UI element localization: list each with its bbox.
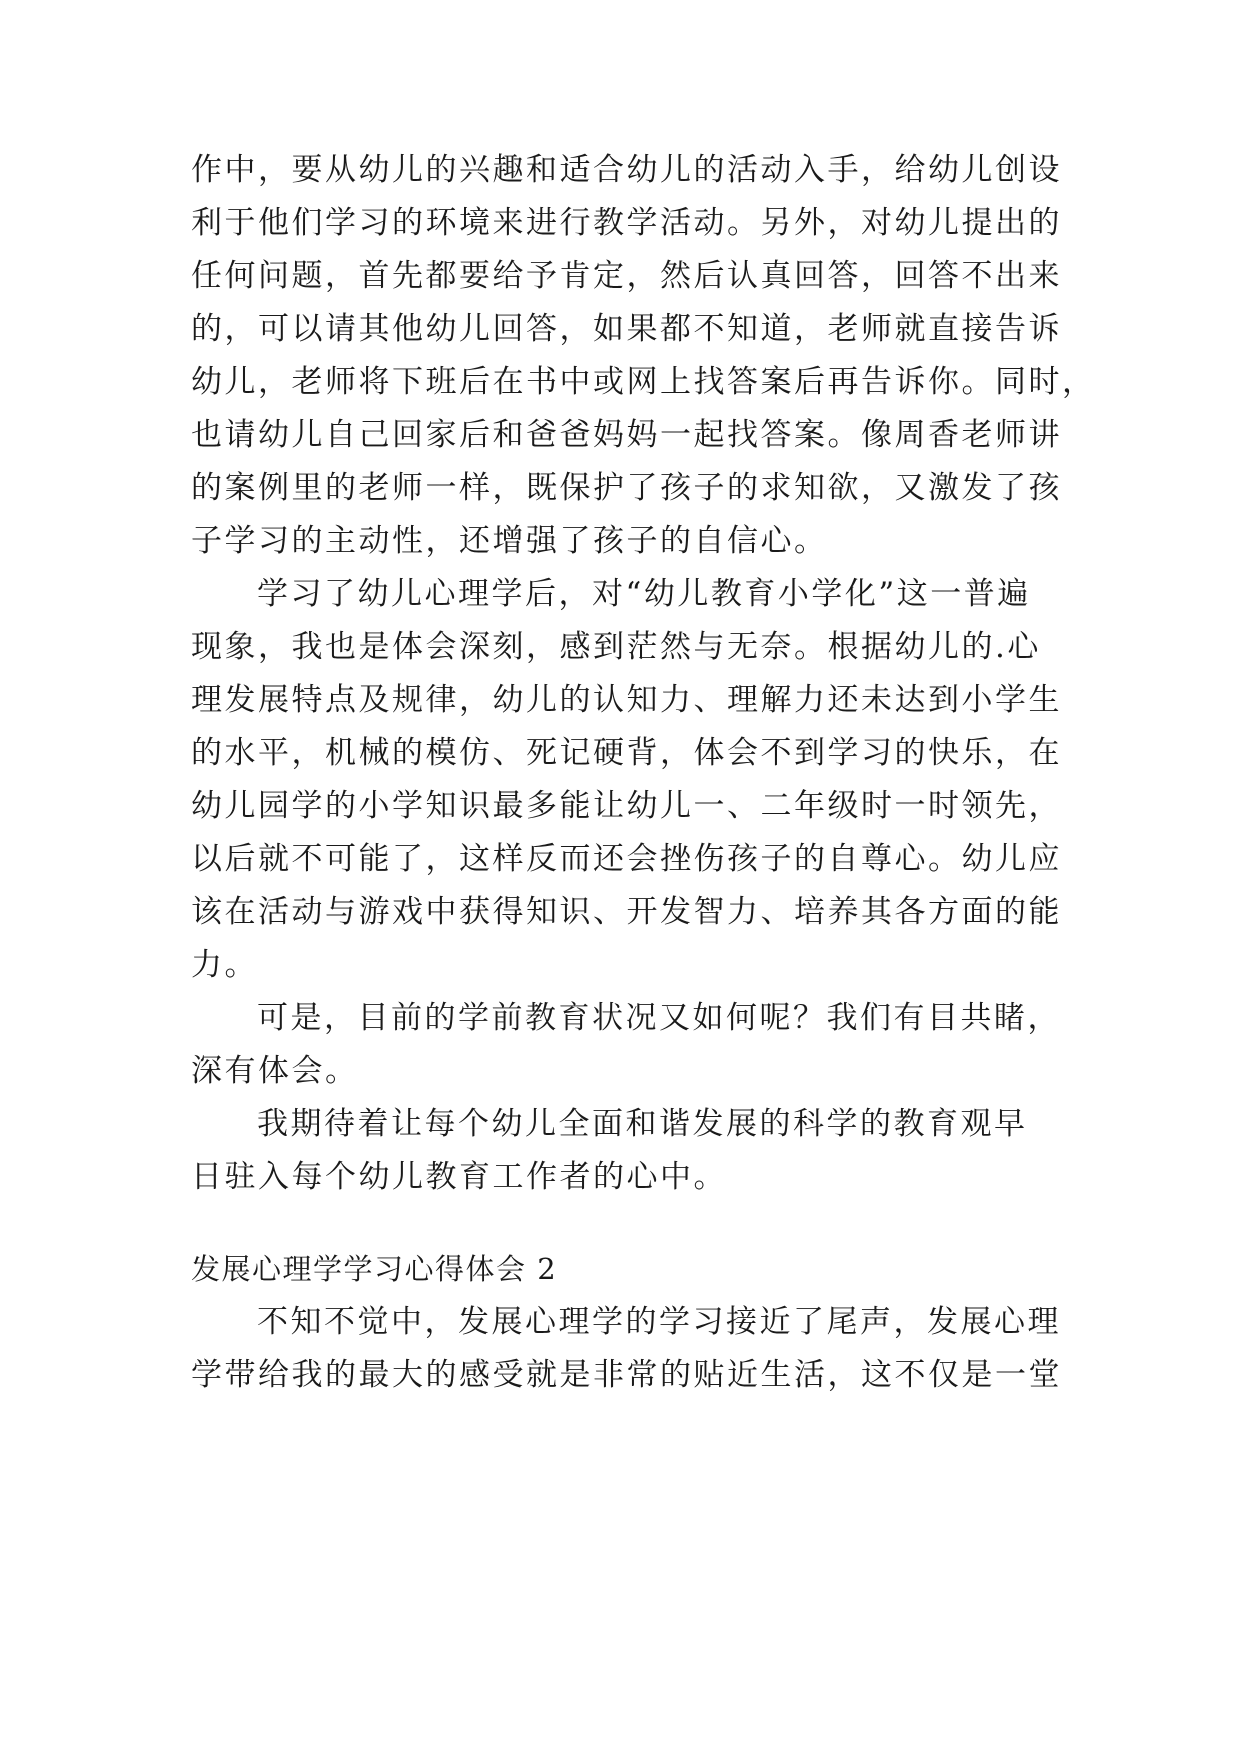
text-line: 子学习的主动性，还增强了孩子的自信心。 xyxy=(191,523,828,559)
text-line: 理发展特点及规律，幼儿的认知力、理解力还未达到小学生 xyxy=(191,682,1062,718)
text-line: 以后就不可能了，这样反而还会挫伤孩子的自尊心。幼儿应 xyxy=(191,841,1062,877)
text-line: 幼儿园学的小学知识最多能让幼儿一、二年级时一时领先， xyxy=(191,788,1062,824)
section-heading: 发展心理学学习心得体会 2 xyxy=(191,1252,558,1286)
text-line: 利于他们学习的环境来进行教学活动。另外，对幼儿提出的 xyxy=(191,205,1062,241)
text-line: 学带给我的最大的感受就是非常的贴近生活，这不仅是一堂 xyxy=(191,1357,1062,1393)
text-line: 也请幼儿自己回家后和爸爸妈妈一起找答案。像周香老师讲 xyxy=(191,417,1062,453)
text-line: 的案例里的老师一样，既保护了孩子的求知欲，又激发了孩 xyxy=(191,470,1062,506)
text-line: 可是，目前的学前教育状况又如何呢？我们有目共睹， xyxy=(257,1000,1061,1036)
text-line: 日驻入每个幼儿教育工作者的心中。 xyxy=(191,1159,727,1195)
text-line: 任何问题，首先都要给予肯定，然后认真回答，回答不出来 xyxy=(191,258,1062,294)
text-line: 力。 xyxy=(191,947,258,983)
text-line: 我期待着让每个幼儿全面和谐发展的科学的教育观早 xyxy=(257,1106,1028,1142)
text-line: 的，可以请其他幼儿回答，如果都不知道，老师就直接告诉 xyxy=(191,311,1062,347)
text-line: 该在活动与游戏中获得知识、开发智力、培养其各方面的能 xyxy=(191,894,1062,930)
text-line: 不知不觉中，发展心理学的学习接近了尾声，发展心理 xyxy=(257,1304,1061,1340)
text-line: 作中，要从幼儿的兴趣和适合幼儿的活动入手，给幼儿创设 xyxy=(191,152,1062,188)
text-line: 学习了幼儿心理学后，对“幼儿教育小学化”这一普遍 xyxy=(257,576,1031,612)
text-line: 现象，我也是体会深刻，感到茫然与无奈。根据幼儿的.心 xyxy=(191,629,1041,665)
text-line: 的水平，机械的模仿、死记硬背，体会不到学习的快乐，在 xyxy=(191,735,1062,771)
text-line: 幼儿，老师将下班后在书中或网上找答案后再告诉你。同时， xyxy=(191,364,1096,400)
text-line: 深有体会。 xyxy=(191,1053,359,1089)
